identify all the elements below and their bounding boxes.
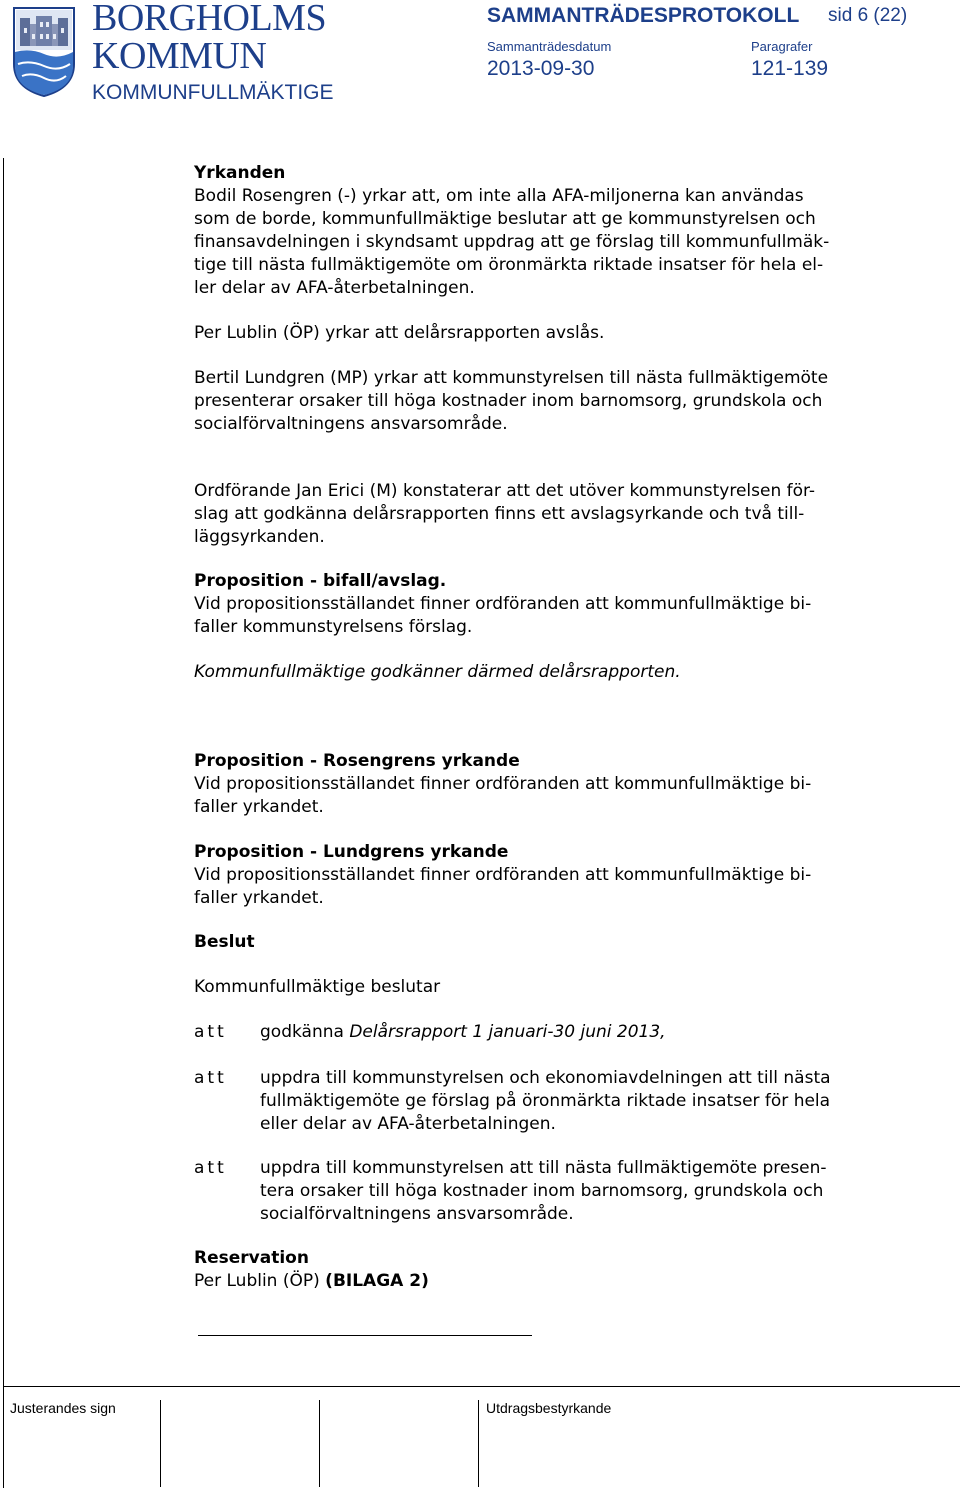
municipality-logo-line2: KOMMUN <box>92 35 267 77</box>
text-line: faller yrkandet. <box>194 888 324 908</box>
text-line: tige till nästa fullmäktigemöte om öronmärkta riktade insatser för hela el- <box>194 255 824 275</box>
text-line: presenterar orsaker till höga kostnader inom barnomsorg, grundskola och <box>194 391 823 411</box>
text-line: finansavdelningen i skyndsamt uppdrag att ge förslag till kommunfullmäk- <box>194 232 830 252</box>
text-line: Vid propositionsställandet finner ordföranden att kommunfullmäktige bi- <box>194 865 812 885</box>
utdragsbestyrkande-label: Utdragsbestyrkande <box>486 1400 612 1416</box>
beslut-heading: Beslut <box>194 932 255 952</box>
page-number: sid 6 (22) <box>828 5 908 26</box>
left-margin-rule <box>3 158 4 1488</box>
paragraphs-value: 121-139 <box>751 57 829 80</box>
text-line: faller yrkandet. <box>194 797 324 817</box>
municipality-logo-line1: BORGHOLMS <box>92 0 327 39</box>
text-line: uppdra till kommunstyrelsen att till nästa fullmäktigemöte presen- <box>260 1158 827 1178</box>
att-marker: att <box>194 1158 227 1178</box>
att-marker: att <box>194 1022 227 1042</box>
att-marker: att <box>194 1068 227 1088</box>
signature-box-divider <box>160 1400 161 1487</box>
paragraphs-label: Paragrafer <box>751 39 813 54</box>
reservation-name: Per Lublin (ÖP) <box>194 1271 326 1291</box>
document-title: SAMMANTRÄDESPROTOKOLL <box>487 4 800 27</box>
reservation-heading: Reservation <box>194 1248 309 1268</box>
municipal-crest-icon <box>10 6 78 98</box>
text-line: Bodil Rosengren (-) yrkar att, om inte alla AFA-miljonerna kan användas <box>194 186 804 206</box>
text-line: socialförvaltningens ansvarsområde. <box>194 414 508 434</box>
text-line: slag att godkänna delårsrapporten finns ett avslagsyrkande och två till- <box>194 504 805 524</box>
decision-verb: godkänna <box>260 1022 350 1042</box>
text-line: Vid propositionsställandet finner ordföranden att kommunfullmäktige bi- <box>194 594 812 614</box>
yrkanden-heading: Yrkanden <box>194 163 286 183</box>
text-line: tera orsaker till höga kostnader inom barnomsorg, grundskola och <box>260 1181 824 1201</box>
text-line: faller kommunstyrelsens förslag. <box>194 617 473 637</box>
text-line: uppdra till kommunstyrelsen och ekonomiavdelningen att till nästa <box>260 1068 831 1088</box>
signature-box-divider <box>319 1400 320 1487</box>
text-line: ler delar av AFA-återbetalningen. <box>194 278 475 298</box>
text-line: läggsyrkanden. <box>194 527 325 547</box>
proposition-1-conclusion: Kommunfullmäktige godkänner därmed delårsrapporten. <box>194 662 681 682</box>
department-name: KOMMUNFULLMÄKTIGE <box>92 81 334 104</box>
text-line: fullmäktigemöte ge förslag på öronmärkta riktade insatser för hela <box>260 1091 831 1111</box>
report-title: Delårsrapport 1 januari-30 juni 2013, <box>349 1022 666 1042</box>
beslut-intro: Kommunfullmäktige beslutar <box>194 977 441 997</box>
meeting-date-value: 2013-09-30 <box>487 57 595 80</box>
proposition-2-heading: Proposition - Rosengrens yrkande <box>194 751 520 771</box>
text-line: Ordförande Jan Erici (M) konstaterar att det utöver kommunstyrelsen för- <box>194 481 816 501</box>
justerandes-sign-label: Justerandes sign <box>10 1400 116 1416</box>
meeting-date-label: Sammanträdesdatum <box>487 39 612 54</box>
text-line: socialförvaltningens ansvarsområde. <box>260 1204 574 1224</box>
text-line: eller delar av AFA-återbetalningen. <box>260 1114 556 1134</box>
proposition-1-heading: Proposition - bifall/avslag. <box>194 571 447 591</box>
signature-line <box>198 1335 532 1336</box>
footer-rule <box>3 1386 960 1387</box>
decision-text <box>260 1021 900 1044</box>
reservation-text <box>194 1270 894 1293</box>
text-line: Bertil Lundgren (MP) yrkar att kommunstyrelsen till nästa fullmäktigemöte <box>194 368 829 388</box>
text-line: Vid propositionsställandet finner ordföranden att kommunfullmäktige bi- <box>194 774 812 794</box>
reservation-attachment: (BILAGA 2) <box>325 1271 429 1291</box>
signature-box-divider <box>478 1400 479 1487</box>
text-line: som de borde, kommunfullmäktige beslutar att ge kommunstyrelsen och <box>194 209 816 229</box>
proposition-3-heading: Proposition - Lundgrens yrkande <box>194 842 509 862</box>
yrkande-lublin: Per Lublin (ÖP) yrkar att delårsrapporten avslås. <box>194 323 605 343</box>
